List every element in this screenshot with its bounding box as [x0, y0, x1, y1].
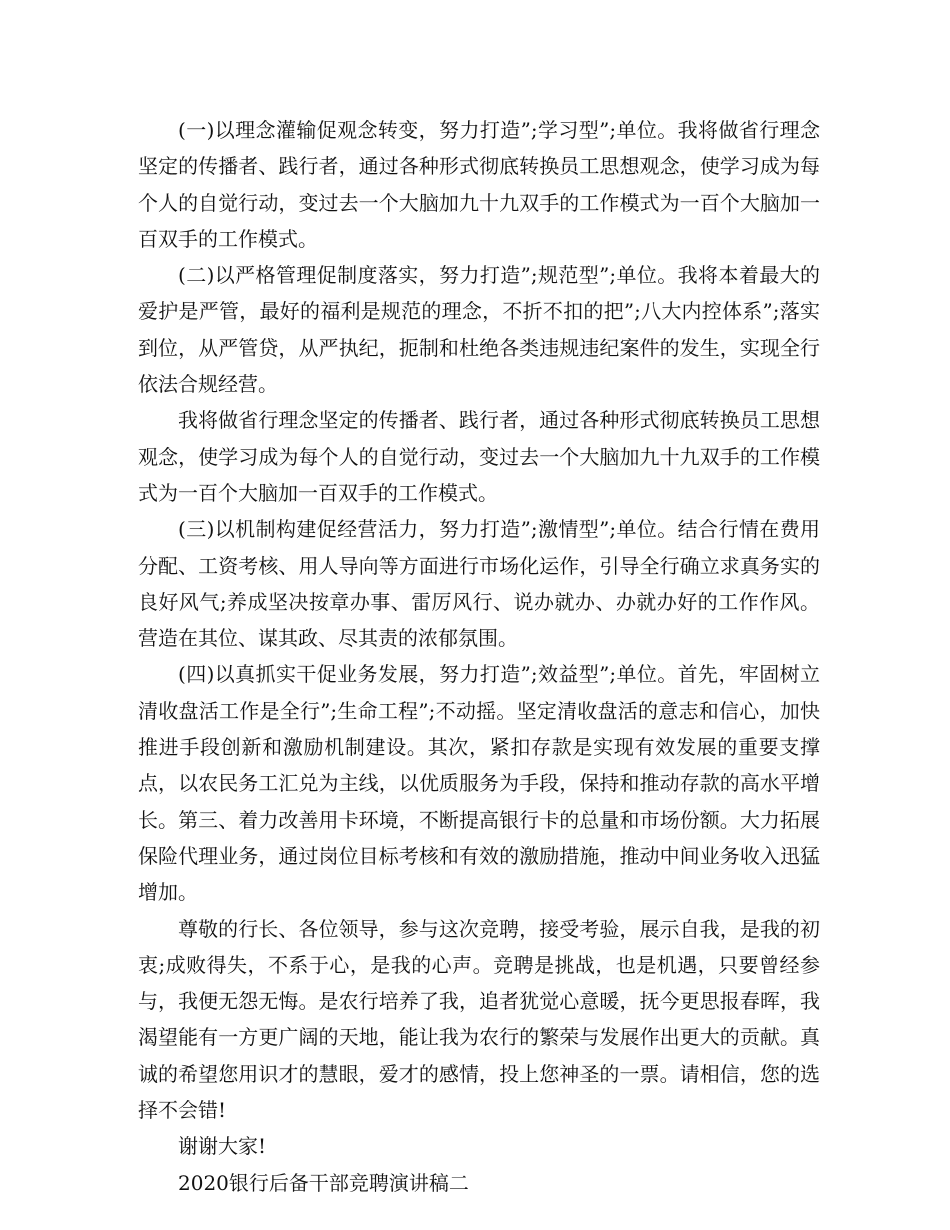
paragraph-5: (四)以真抓实干促业务发展，努力打造”;效益型”;单位。首先，牢固树立清收盘活工作是全行”;生命工程”;不动摇。坚定清收盘活的意志和信心，加快推进手段创新和激励机制建设。其次，紧扣存款是实现有效发展的重要支撑点，以农民务工汇兑为主线，以优质服务为手段，保持和推动存款的高水平增长。第三、着力改善用卡环境，不断提高银行卡的总量和市场份额。大力拓展保险代理业务，通过岗位目标考核和有效的激励措施，推动中间业务收入迅猛增加。	[138, 662, 820, 905]
section-heading: 2020银行后备干部竞聘演讲稿二	[178, 1170, 469, 1195]
document-body	[138, 112, 820, 1201]
paragraph-7: 谢谢大家!	[178, 1134, 267, 1159]
paragraph-2: (二)以严格管理促制度落实，努力打造”;规范型”;单位。我将本着最大的爱护是严管，最好的福利是规范的理念，不折不扣的把”;八大内控体系”;落实到位，从严管贷，从严执纪，扼制和杜绝各类违规违纪案件的发生，实现全行依法合规经营。	[138, 263, 820, 397]
paragraph-4: (三)以机制构建促经营活力，努力打造”;激情型”;单位。结合行情在费用分配、工资考核、用人导向等方面进行市场化运作，引导全行确立求真务实的良好风气;养成坚决按章办事、雷厉风行、说办就办、办就办好的工作作风。营造在其位、谋其政、尽其责的浓郁氛围。	[138, 517, 820, 651]
paragraph-3: 我将做省行理念坚定的传播者、践行者，通过各种形式彻底转换员工思想观念，使学习成为每个人的自觉行动，变过去一个大脑加九十九双手的工作模式为一百个大脑加一百双手的工作模式。	[138, 408, 820, 505]
paragraph-1: (一)以理念灌输促观念转变，努力打造”;学习型”;单位。我将做省行理念坚定的传播者、践行者，通过各种形式彻底转换员工思想观念，使学习成为每个人的自觉行动，变过去一个大脑加九十九双手的工作模式为一百个大脑加一百双手的工作模式。	[138, 118, 820, 251]
paragraph-6: 尊敬的行长、各位领导，参与这次竞聘，接受考验，展示自我，是我的初衷;成败得失，不系于心，是我的心声。竞聘是挑战，也是机遇，只要曾经参与，我便无怨无悔。是农行培养了我，追者犹觉心意暖，抚今更思报春晖，我渴望能有一方更广阔的天地，能让我为农行的繁荣与发展作出更大的贡献。真诚的希望您用识才的慧眼，爱才的感情，投上您神圣的一票。请相信，您的选择不会错!	[138, 916, 820, 1123]
